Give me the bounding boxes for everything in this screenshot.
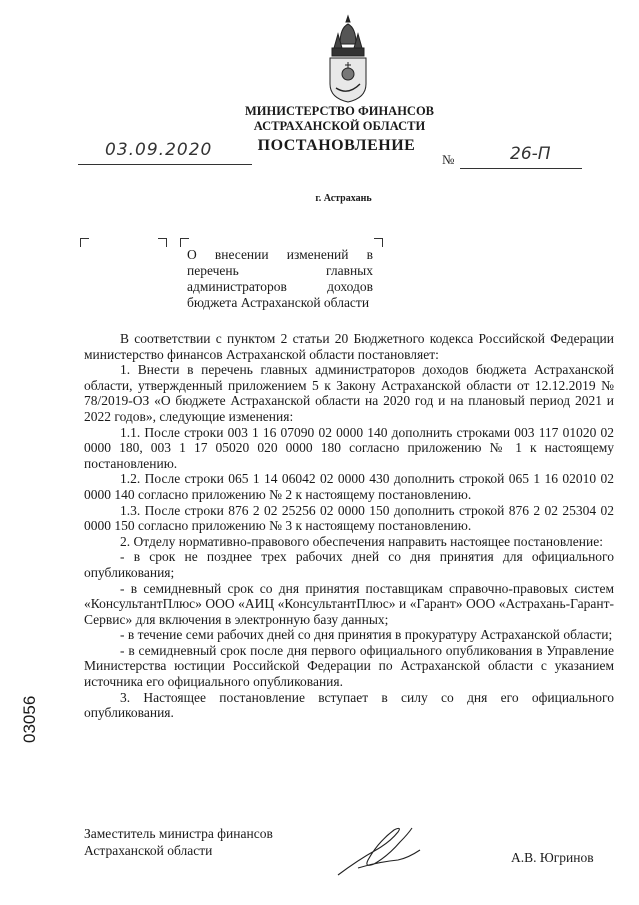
- document-date: 03.09.2020: [105, 140, 213, 160]
- document-number: 26-П: [510, 144, 551, 164]
- ministry-line1: МИНИСТЕРСТВО ФИНАНСОВ: [244, 104, 435, 118]
- body-paragraph: - в семидневный срок после дня первого официального опубликования в Управление Министерства юстиции Российской Федерации по Астраханской области с указанием источника его официального опубликования.: [84, 642, 614, 690]
- side-registration-number: [20, 673, 42, 743]
- body-paragraph: 1.1. После строки 003 1 16 07090 02 0000 140 дополнить строками 003 117 01020 02 0000 180, 003 1 17 05020 020 0000 180 согласно приложению № 1 к настоящему постановлению.: [84, 424, 614, 471]
- ministry-header: [0, 104, 639, 134]
- body-paragraph: 3. Настоящее постановление вступает в силу со дня его официального опубликования.: [84, 689, 614, 721]
- body-paragraph: - в течение семи рабочих дней со дня принятия в прокуратуру Астраханской области;: [120, 627, 613, 643]
- body-paragraph: 1.2. После строки 065 1 14 06042 02 0000 430 дополнить строкой 065 1 16 02010 02 0000 140 согласно приложению № 2 к настоящему постановлению.: [84, 471, 614, 502]
- document-subject: О внесении изменений в перечень главных администраторов доходов бюджета Астраханской области: [187, 247, 373, 310]
- body-paragraph: 1.3. После строки 876 2 02 25256 02 0000 150 дополнить строкой 876 2 02 25304 02 0000 150 согласно приложению № 3 к настоящему постановлению.: [84, 502, 614, 534]
- body-paragraph: В соответствии с пунктом 2 статьи 20 Бюджетного кодекса Российской Федерации министерство финансов Астраханской области постановляет:: [84, 331, 614, 362]
- signer-position-line2: Астраханской области: [84, 843, 213, 858]
- document-type-title: ПОСТАНОВЛЕНИЕ: [257, 137, 416, 154]
- body-paragraph: 1. Внести в перечень главных администраторов доходов бюджета Астраханской области, утвержденный приложением 5 к Закону Астраханской области от 12.12.2019 № 78/2019-ОЗ «О бюджете Астраханской области на 2020 год и на плановый период 2021 и 2022 годов», следующие изменения:: [84, 362, 614, 424]
- signer-position-line1: Заместитель министра финансов: [84, 826, 273, 841]
- side-number-text: 03056: [20, 695, 39, 743]
- corner-mark-subject-left: [180, 238, 189, 247]
- coat-of-arms-emblem: [326, 14, 370, 104]
- corner-mark-top-right: [158, 238, 167, 247]
- corner-mark-subject-right: [374, 238, 383, 247]
- corner-mark-top-left: [80, 238, 89, 247]
- signer-position: [84, 825, 273, 859]
- ministry-line2: АСТРАХАНСКОЙ ОБЛАСТИ: [253, 119, 426, 133]
- city-label: г. Астрахань: [315, 193, 372, 204]
- body-paragraph: - в срок не позднее трех рабочих дней со дня принятия для официального опубликования;: [84, 549, 614, 580]
- body-paragraph: 2. Отделу нормативно-правового обеспечения направить настоящее постановление:: [120, 533, 603, 549]
- body-paragraph: - в семидневный срок со дня принятия поставщикам справочно-правовых систем «КонсультантПлюс» ООО «АИЦ «КонсультантПлюс» и «Гарант» ООО «Астрахань-Гарант-Сервис» для включения в электронную базу данных;: [84, 580, 614, 627]
- handwritten-signature: [328, 820, 428, 880]
- number-sign: №: [442, 152, 455, 167]
- date-underline: [78, 164, 252, 165]
- signer-name: А.В. Югринов: [511, 850, 594, 865]
- number-underline: [460, 168, 582, 169]
- document-body: [84, 331, 614, 721]
